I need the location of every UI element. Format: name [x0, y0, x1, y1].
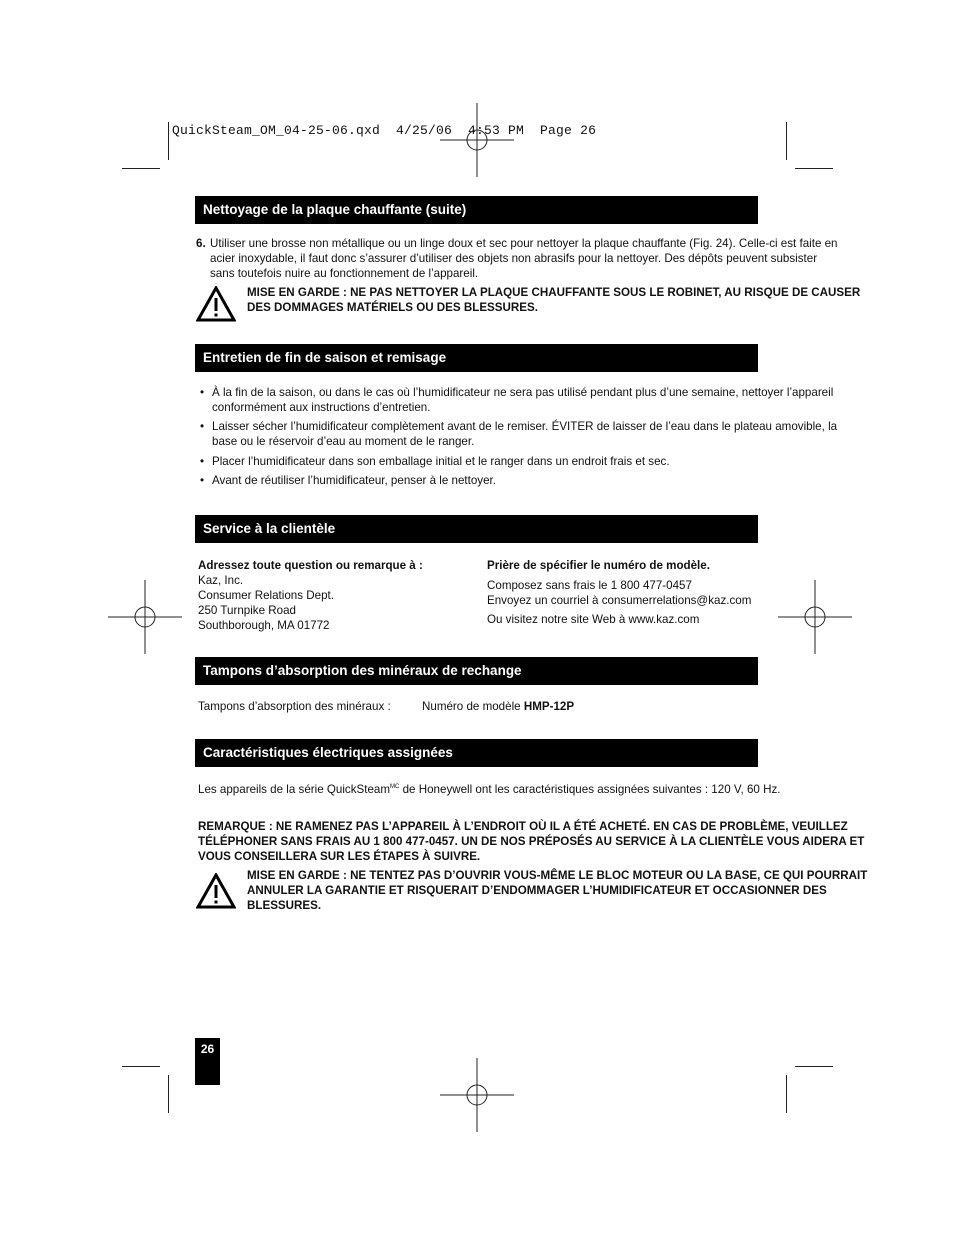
- registration-mark-icon: [440, 1058, 514, 1132]
- registration-mark-icon: [440, 103, 514, 177]
- crop-mark: [795, 1066, 833, 1067]
- text-line: ANNULER LA GARANTIE ET RISQUERAIT D’ENDOMMAGER L’HUMIDIFICATEUR ET OCCASIONNER DES: [247, 884, 827, 897]
- list-bullet: •: [200, 420, 205, 433]
- page-number: 26: [195, 1038, 220, 1085]
- crop-mark: [795, 168, 833, 169]
- text-line: sans toutefois nuire au fonctionnement de l’appareil.: [210, 267, 479, 280]
- text-line: conformément aux instructions d’entretien.: [212, 401, 431, 414]
- address-heading: Adressez toute question ou remarque à :: [198, 559, 423, 572]
- phone-text: Composez sans frais le 1 800 477-0457: [487, 579, 692, 592]
- warning-text-cleaning: [247, 285, 860, 315]
- address-line: Southborough, MA 01772: [198, 619, 330, 632]
- list-bullet: •: [200, 386, 205, 399]
- warning-text-electrical: [247, 868, 867, 913]
- website-text: Ou visitez notre site Web à www.kaz.com: [487, 613, 700, 626]
- step-6-text: [210, 236, 838, 281]
- text-span: Les appareils de la série QuickSteam: [198, 782, 391, 796]
- text-span: de Honeywell ont les caractéristiques assignées suivantes : 120 V, 60 Hz.: [399, 782, 781, 796]
- text-line: À la fin de la saison, ou dans le cas où l’humidificateur ne sera pas utilisé pendant plus d’une semaine, nettoyer l’appareil: [212, 386, 834, 399]
- registration-mark-icon: [108, 580, 182, 654]
- text-line: base ou le réservoir d’eau au moment de le ranger.: [212, 435, 475, 448]
- text-line: DES DOMMAGES MATÉRIELS OU DES BLESSURES.: [247, 301, 538, 314]
- text-line: Utiliser une brosse non métallique ou un linge doux et sec pour nettoyer la plaque chauffante (Fig. 24). Celle-ci est faite en: [210, 237, 838, 250]
- text-line: acier inoxydable, il faut donc s’assurer d’utiliser des objets non abrasifs pour la nettoyer. Des dépôts peuvent subsister: [210, 252, 818, 265]
- model-number: HMP-12P: [523, 700, 575, 713]
- list-bullet: •: [200, 455, 205, 468]
- crop-mark: [786, 122, 787, 160]
- address-line: Consumer Relations Dept.: [198, 589, 334, 602]
- text-line: MISE EN GARDE : NE PAS NETTOYER LA PLAQUE CHAUFFANTE SOUS LE ROBINET, AU RISQUE DE CAUSER: [247, 286, 861, 299]
- trademark-superscript: MC: [390, 784, 400, 790]
- list-item: [212, 419, 837, 449]
- registration-mark-icon: [778, 580, 852, 654]
- text-line: Placer l’humidificateur dans son emballage initial et le ranger dans un endroit frais et sec.: [212, 455, 670, 468]
- file-slug: QuickSteam_OM_04-25-06.qxd 4/25/06 4:53 PM Page 26: [172, 123, 597, 138]
- section-heading-pads: Tampons d’absorption des minéraux de rechange: [195, 657, 758, 685]
- electrical-rating-text: [198, 780, 780, 797]
- text-line: TÉLÉPHONER SANS FRAIS AU 1 800 477-0457. UN DE NOS PRÉPOSÉS AU SERVICE À LA CLIENTÈLE VOUS AIDERA ET: [198, 835, 865, 848]
- model-prefix: Numéro de modèle: [422, 700, 521, 713]
- return-note: [198, 819, 864, 864]
- step-number: 6.: [196, 237, 206, 250]
- pads-item-label: Tampons d’absorption des minéraux :: [198, 700, 391, 713]
- list-item: [212, 473, 496, 488]
- section-heading-storage: Entretien de fin de saison et remisage: [195, 344, 758, 372]
- section-heading-electrical: Caractéristiques électriques assignées: [195, 739, 758, 767]
- crop-mark: [122, 1066, 160, 1067]
- pads-model-line: [422, 699, 574, 714]
- model-request-heading: Prière de spécifier le numéro de modèle.: [487, 559, 710, 572]
- list-item: [212, 454, 670, 469]
- crop-mark: [168, 1075, 169, 1113]
- text-line: REMARQUE : NE RAMENEZ PAS L’APPAREIL À L’ENDROIT OÙ IL A ÉTÉ ACHETÉ. EN CAS DE PROBLÈME, VEUILLEZ: [198, 820, 848, 833]
- contact-address-block: [198, 558, 423, 633]
- email-text: Envoyez un courriel à consumerrelations@kaz.com: [487, 594, 752, 607]
- list-bullet: •: [200, 474, 205, 487]
- text-line: VOUS CONSEILLERA SUR LES ÉTAPES À SUIVRE.: [198, 850, 481, 863]
- text-line: Avant de réutiliser l’humidificateur, penser à le nettoyer.: [212, 474, 496, 487]
- text-line: BLESSURES.: [247, 899, 322, 912]
- crop-mark: [122, 168, 160, 169]
- list-item: [212, 385, 833, 415]
- section-heading-cleaning: Nettoyage de la plaque chauffante (suite): [195, 196, 758, 224]
- warning-triangle-icon: [196, 873, 236, 909]
- crop-mark: [786, 1075, 787, 1113]
- address-line: 250 Turnpike Road: [198, 604, 296, 617]
- address-line: Kaz, Inc.: [198, 574, 244, 587]
- section-heading-service: Service à la clientèle: [195, 515, 758, 543]
- crop-mark: [168, 122, 169, 160]
- warning-triangle-icon: [196, 286, 236, 322]
- text-line: Laisser sécher l’humidificateur complètement avant de le remiser. ÉVITER de laisser de l’eau dans le plateau amovible, la: [212, 420, 838, 433]
- text-line: MISE EN GARDE : NE TENTEZ PAS D’OUVRIR VOUS-MÊME LE BLOC MOTEUR OU LA BASE, CE QUI POURRAIT: [247, 869, 868, 882]
- contact-info-block: [487, 558, 751, 627]
